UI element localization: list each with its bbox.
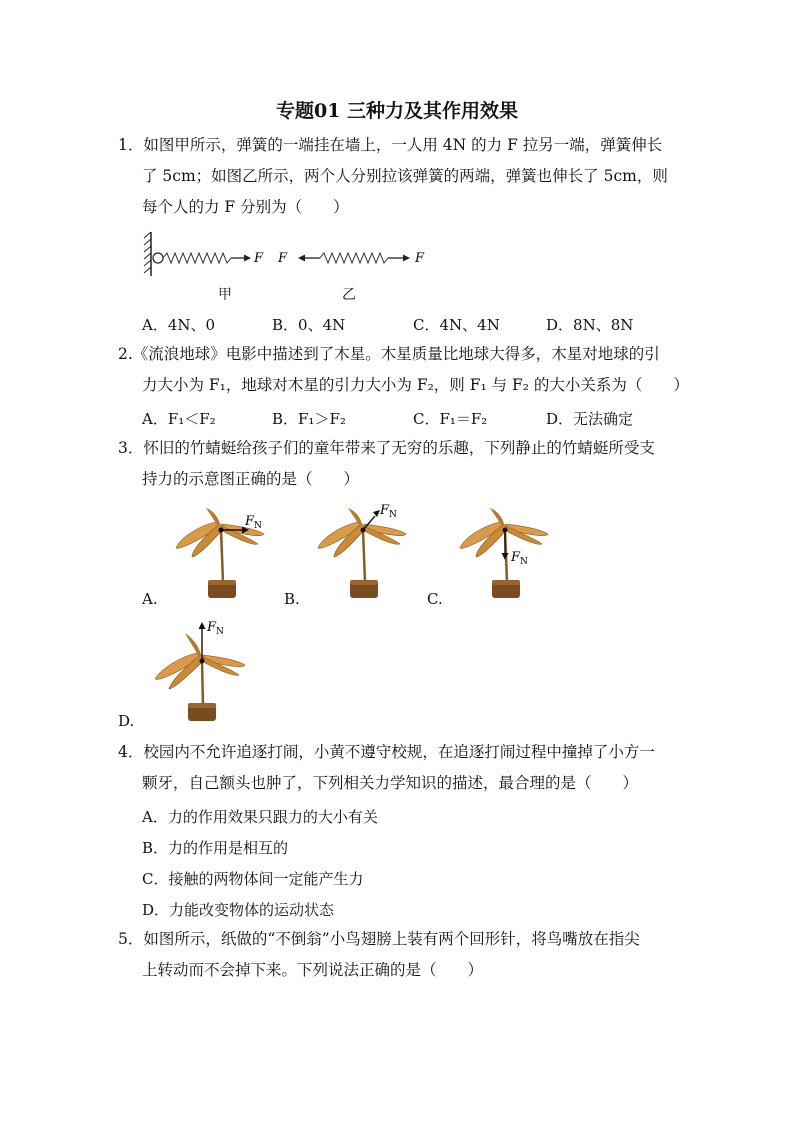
q4-line-1: 4．校园内不允许追逐打闹，小黄不遵守校规，在追逐打闹过程中撞掉了小方一 — [118, 743, 655, 761]
fn-label-b: $F_N$ — [380, 503, 397, 520]
q3-option-b[interactable]: B. — [284, 590, 300, 608]
force-label-yi-right: F — [415, 251, 425, 266]
dragonfly-figure-d[interactable] — [145, 615, 255, 725]
q2-option-c[interactable]: C．F₁＝F₂ — [413, 410, 488, 428]
q1-option-b[interactable]: B．0、4N — [272, 316, 346, 334]
q1-line-3: 每个人的力 F 分别为（ ） — [142, 198, 349, 216]
q5-line-1: 5．如图所示，纸做的“不倒翁”小鸟翅膀上装有两个回形针，将鸟嘴放在指尖 — [118, 930, 640, 948]
q3-option-c[interactable]: C. — [427, 590, 443, 608]
spring-figure — [140, 228, 440, 278]
q3-option-a[interactable]: A. — [142, 590, 158, 608]
arrow-icon — [403, 255, 410, 262]
q2-line-2: 力大小为 F₁，地球对木星的引力大小为 F₂，则 F₁ 与 F₂ 的大小关系为（ ） — [142, 376, 689, 394]
arrow-icon — [298, 255, 305, 262]
dragonfly-figure-a[interactable] — [170, 500, 280, 605]
wall-icon — [144, 232, 151, 276]
q1-option-a[interactable]: A．4N、0 — [142, 316, 216, 334]
label-jia: 甲 — [218, 287, 232, 303]
bamboo-dragonfly-icon — [318, 508, 406, 598]
q4-option-b[interactable]: B．力的作用是相互的 — [142, 839, 289, 857]
spring-yi-icon — [320, 253, 388, 263]
q1-line-2: 了 5cm；如图乙所示，两个人分别拉该弹簧的两端，弹簧也伸长了 5cm，则 — [142, 167, 668, 185]
hook-icon — [153, 253, 163, 263]
arrow-icon — [373, 510, 380, 517]
force-label-yi-left: F — [278, 251, 288, 266]
arrow-icon — [244, 255, 251, 262]
dragonfly-figure-c[interactable] — [454, 500, 564, 605]
q2-line-1: 2.《流浪地球》电影中描述到了木星。木星质量比地球大得多，木星对地球的引 — [118, 345, 660, 363]
force-label-jia: F — [254, 251, 264, 266]
q3-option-d[interactable]: D. — [118, 712, 135, 730]
q3-line-1: 3．怀旧的竹蜻蜓给孩子们的童年带来了无穷的乐趣，下列静止的竹蜻蜓所受支 — [118, 439, 655, 457]
bamboo-dragonfly-icon — [155, 633, 245, 721]
dragonfly-figure-b[interactable] — [312, 500, 422, 605]
arrow-icon — [502, 553, 509, 560]
q4-option-a[interactable]: A．力的作用效果只跟力的大小有关 — [142, 808, 378, 826]
q5-line-2: 上转动而不会掉下来。下列说法正确的是（ ） — [142, 961, 484, 979]
q4-option-c[interactable]: C．接触的两物体间一定能产生力 — [142, 870, 364, 888]
fn-label-d: $F_N$ — [207, 620, 224, 637]
q3-line-2: 持力的示意图正确的是（ ） — [142, 470, 360, 488]
label-yi: 乙 — [342, 287, 356, 303]
q1-option-c[interactable]: C．4N、4N — [413, 316, 500, 334]
q2-option-a[interactable]: A．F₁＜F₂ — [142, 410, 216, 428]
page-title: 专题01 三种力及其作用效果 — [275, 100, 519, 122]
arrow-icon — [199, 622, 206, 629]
fn-label-c: $F_N$ — [511, 550, 528, 567]
q4-option-d[interactable]: D．力能改变物体的运动状态 — [142, 901, 335, 919]
q2-option-d[interactable]: D．无法确定 — [546, 410, 634, 428]
spring-jia-icon — [163, 253, 231, 263]
q1-option-d[interactable]: D．8N、8N — [546, 316, 634, 334]
q2-option-b[interactable]: B．F₁＞F₂ — [272, 410, 346, 428]
q1-line-1: 1．如图甲所示，弹簧的一端挂在墙上，一人用 4N 的力 F 拉另一端，弹簧伸长 — [118, 136, 663, 154]
q4-line-2: 颗牙，自己额头也肿了，下列相关力学知识的描述，最合理的是（ ） — [142, 774, 639, 792]
fn-label-a: $F_N$ — [245, 514, 262, 531]
